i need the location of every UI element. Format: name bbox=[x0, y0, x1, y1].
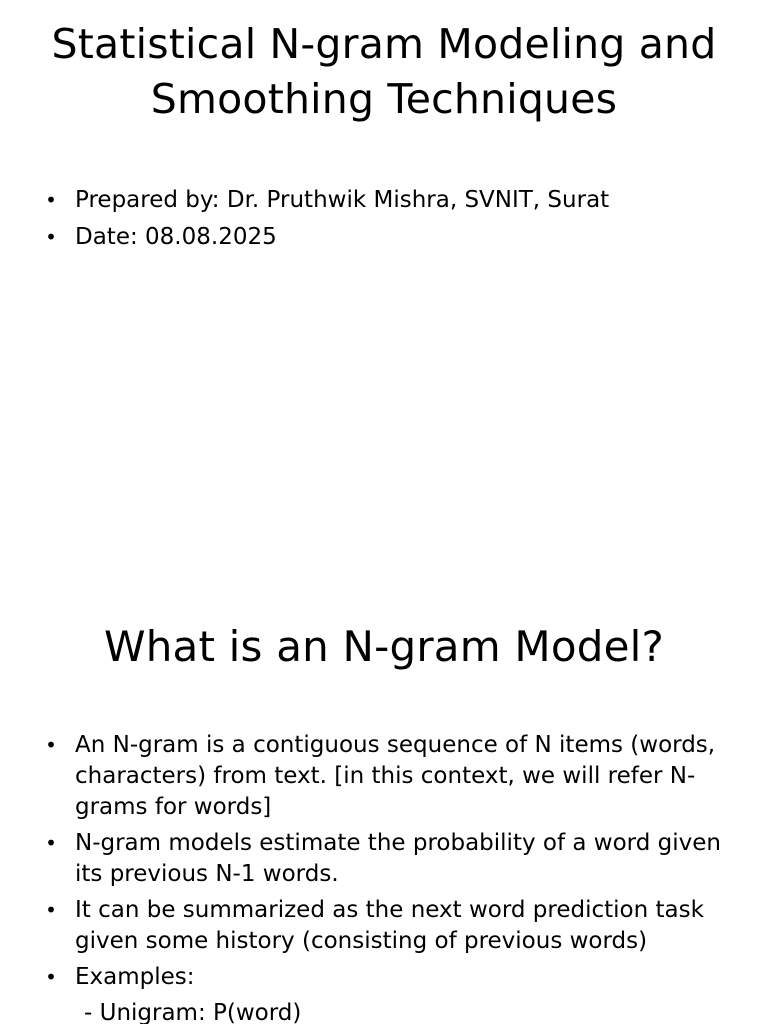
bullet-icon: • bbox=[45, 898, 57, 922]
slide-ngram-model bbox=[0, 600, 768, 1024]
bullet-list bbox=[44, 730, 728, 1024]
sub-list-item bbox=[44, 998, 728, 1024]
bullet-text: N-gram models estimate the probability of a word given its previous N-1 words. bbox=[75, 830, 721, 887]
slide-title bbox=[30, 17, 738, 127]
list-item bbox=[44, 185, 728, 216]
sub-item-text: - Unigram: P(word) bbox=[84, 1000, 302, 1024]
bullet-text: It can be summarized as the next word prediction task given some history (consisting of previous words) bbox=[75, 897, 704, 954]
bullet-text: Date: 08.08.2025 bbox=[75, 224, 277, 250]
bullet-text: Examples: bbox=[75, 964, 195, 990]
bullet-icon: • bbox=[45, 965, 57, 989]
list-item bbox=[44, 962, 728, 993]
bullet-icon: • bbox=[45, 225, 57, 249]
list-item bbox=[44, 730, 728, 823]
bullet-icon: • bbox=[45, 188, 57, 212]
bullet-icon: • bbox=[45, 733, 57, 757]
bullet-text: An N-gram is a contiguous sequence of N items (words, characters) from text. [in this context, we will refer N-grams for words] bbox=[75, 732, 716, 820]
slide-title: What is an N-gram Model? bbox=[103, 622, 664, 671]
bullet-text: Prepared by: Dr. Pruthwik Mishra, SVNIT, Surat bbox=[75, 187, 610, 213]
bullet-list bbox=[44, 185, 728, 259]
title-line-1: Statistical N-gram Modeling and bbox=[51, 20, 717, 68]
list-item bbox=[44, 895, 728, 957]
title-line-2: Smoothing Techniques bbox=[150, 75, 618, 123]
list-item bbox=[44, 222, 728, 253]
list-item bbox=[44, 828, 728, 890]
bullet-icon: • bbox=[45, 831, 57, 855]
